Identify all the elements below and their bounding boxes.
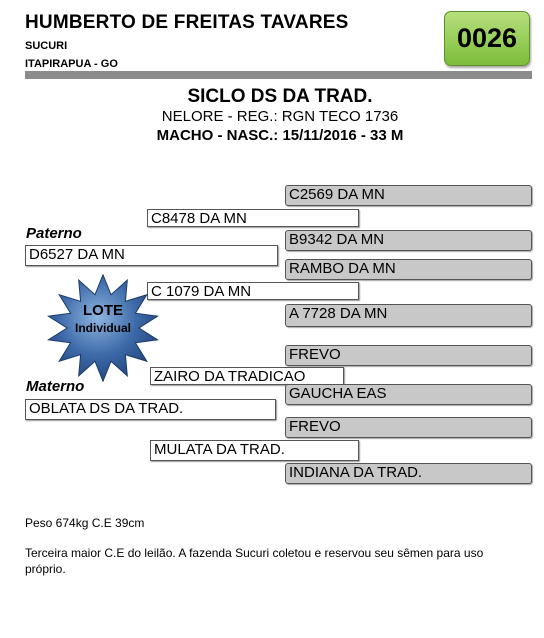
- badge-lote-text: LOTE: [83, 302, 123, 319]
- badge-individual-text: Individual: [74, 321, 131, 335]
- pedigree-sire-sire-dam: B9342 DA MN: [285, 230, 532, 251]
- maternal-label: Materno: [26, 378, 85, 395]
- paternal-label: Paterno: [26, 225, 82, 242]
- pedigree-dam-sire-dam: GAUCHA EAS: [285, 384, 532, 405]
- animal-description: Terceira maior C.E do leilão. A fazenda Sucuri coletou e reservou seu sêmen para uso próprio.: [25, 546, 484, 576]
- pedigree-sire: D6527 DA MN: [25, 245, 278, 266]
- pedigree-dam-dam: MULATA DA TRAD.: [150, 440, 359, 461]
- owner-name: HUMBERTO DE FREITAS TAVARES: [25, 12, 349, 33]
- farm-city: ITAPIRAPUA - GO: [25, 58, 118, 70]
- lote-individual-badge: [42, 274, 164, 386]
- header-divider: [25, 71, 532, 79]
- pedigree-dam-dam-dam: INDIANA DA TRAD.: [285, 463, 532, 484]
- pedigree-dam-sire-sire: FREVO: [285, 345, 532, 366]
- pedigree-dam-dam-sire: FREVO: [285, 417, 532, 438]
- lot-number-badge: 0026: [444, 11, 530, 66]
- pedigree-dam-sire: ZAIRO DA TRADICAO: [150, 367, 344, 385]
- pedigree-sire-dam: C 1079 DA MN: [147, 282, 359, 300]
- animal-name: SICLO DS DA TRAD.: [187, 86, 373, 107]
- pedigree-sire-sire-sire: C2569 DA MN: [285, 185, 532, 206]
- farm-name: SUCURI: [25, 40, 68, 52]
- animal-breed-registration: NELORE - REG.: RGN TECO 1736: [161, 108, 399, 125]
- pedigree-sire-dam-dam: A 7728 DA MN: [285, 304, 532, 327]
- animal-sex-birth: MACHO - NASC.: 15/11/2016 - 33 M: [156, 127, 404, 144]
- pedigree-dam: OBLATA DS DA TRAD.: [25, 399, 276, 420]
- pedigree-sire-dam-sire: RAMBO DA MN: [285, 259, 532, 280]
- weight-scrotal-info: Peso 674kg C.E 39cm: [25, 516, 145, 530]
- pedigree-sire-sire: C8478 DA MN: [147, 209, 359, 227]
